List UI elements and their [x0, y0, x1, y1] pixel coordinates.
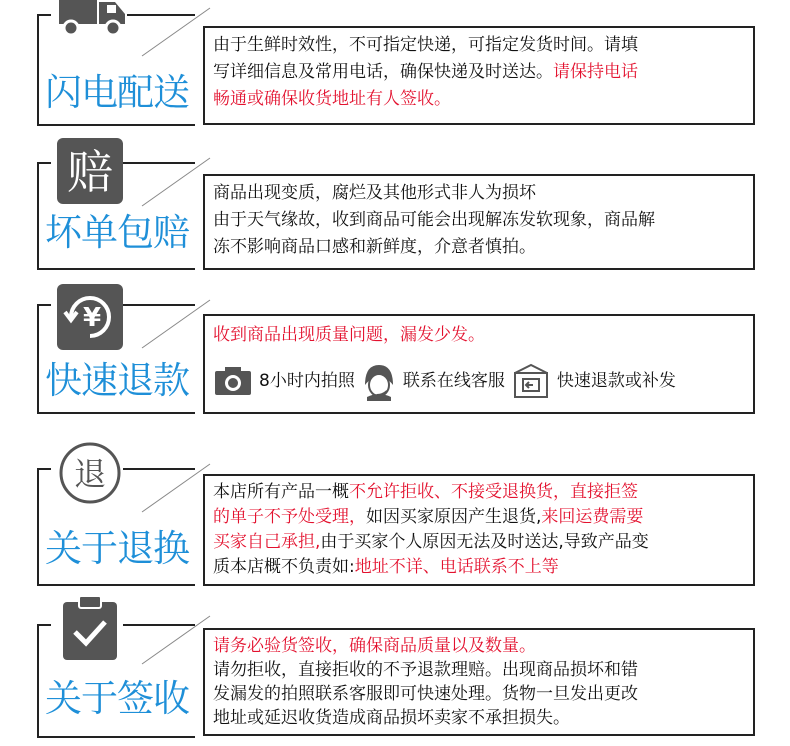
- clipboard-check-icon: [57, 596, 123, 662]
- section-title: 关于签收: [45, 677, 189, 720]
- section-text-box: [203, 314, 755, 414]
- compensation-icon: [57, 138, 123, 204]
- service-step: 联系在线客服: [361, 361, 505, 401]
- return-exchange-icon: [57, 440, 123, 506]
- section-text-box: [203, 628, 755, 736]
- text-line: 请勿拒收，直接拒收的不予退款理赔。出现商品损坏和错: [213, 660, 638, 680]
- text-line: 畅通或确保收货地址有人签收。: [213, 89, 451, 109]
- refund-box-icon: [511, 363, 551, 399]
- text-line: 买家自己承担,由于买家个人原因无法及时送达,导致产品变: [213, 532, 649, 552]
- section-title: 闪电配送: [45, 71, 189, 114]
- service-steps: [213, 361, 745, 401]
- delivery-truck-icon: [57, 0, 127, 46]
- decorative-slash: [140, 462, 212, 514]
- section-text-box: [203, 174, 755, 270]
- section-text-box: [203, 474, 755, 586]
- text-line: 由于天气缘故，收到商品可能会出现解冻发软现象，商品解: [213, 210, 655, 230]
- text-line: 商品出现变质，腐烂及其他形式非人为损坏: [213, 183, 536, 203]
- text-line: 的单子不予处受理，如因买家原因产生退货,来回运费需要: [213, 507, 644, 527]
- text-line: 收到商品出现质量问题，漏发少发。: [213, 325, 485, 345]
- svg-text:赔: 赔: [67, 145, 113, 199]
- section-title: 快速退款: [45, 359, 189, 402]
- svg-text:退: 退: [73, 455, 107, 493]
- text-line: 冻不影响商品口感和新鲜度，介意者慎拍。: [213, 237, 536, 257]
- text-line: 写详细信息及常用电话，确保快递及时送达。请保持电话: [213, 62, 638, 82]
- decorative-slash: [140, 614, 212, 666]
- section-sign-for-delivery: [0, 594, 790, 742]
- decorative-slash: [140, 298, 212, 350]
- section-fast-delivery: [0, 0, 790, 130]
- text-line: 发漏发的拍照联系客服即可快速处理。货物一旦发出更改: [213, 684, 638, 704]
- section-compensation: [0, 132, 790, 274]
- section-text-box: [203, 26, 755, 125]
- section-title: 关于退换: [45, 527, 189, 570]
- customer-service-icon: [361, 361, 397, 401]
- service-step: 8小时内拍照: [213, 365, 355, 397]
- text-line: 请务必验货签收，确保商品质量以及数量。: [213, 636, 536, 656]
- decorative-slash: [140, 156, 212, 208]
- camera-icon: [213, 365, 253, 397]
- text-line: 地址或延迟收货造成商品损坏卖家不承担损失。: [213, 708, 570, 728]
- text-line: 由于生鲜时效性，不可指定快递，可指定发货时间。请填: [213, 35, 638, 55]
- decorative-slash: [140, 6, 212, 58]
- refund-yen-icon: [57, 284, 123, 350]
- service-step: 快速退款或补发: [511, 363, 676, 399]
- svg-text:¥: ¥: [82, 303, 102, 333]
- text-line: 质本店概不负责如:地址不详、电话联系不上等: [213, 557, 559, 577]
- section-title: 坏单包赔: [45, 211, 189, 254]
- text-line: 本店所有产品一概不允许拒收、不接受退换货，直接拒签: [213, 482, 638, 502]
- section-quick-refund: [0, 280, 790, 420]
- section-return-policy: [0, 428, 790, 588]
